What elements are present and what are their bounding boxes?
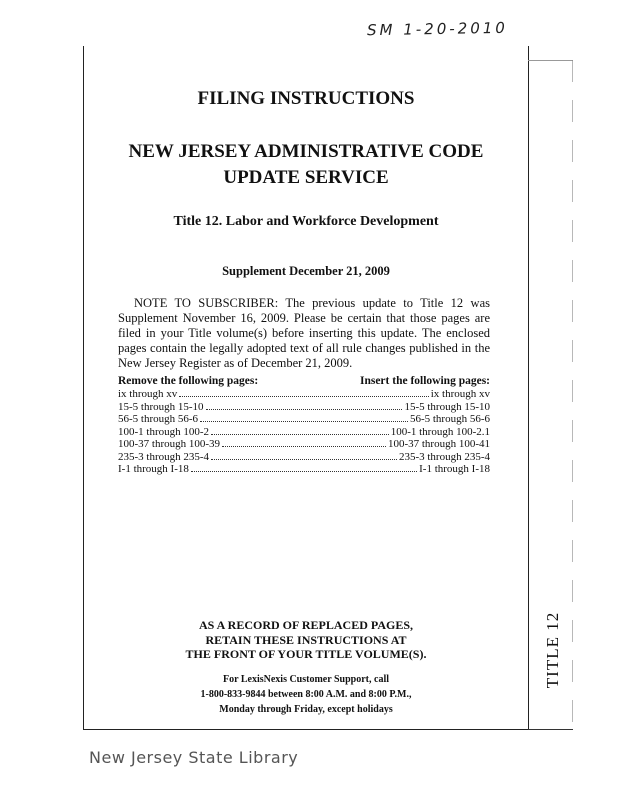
insert-range: 235-3 through 235-4 [398,450,490,463]
table-row [118,426,490,439]
tab-top-border [528,60,573,61]
remove-range: ix through xv [118,388,178,400]
insert-range: 100-37 through 100-41 [387,438,490,450]
title-subtitle: Title 12. Labor and Workforce Development [173,214,439,229]
customer-support-info [84,672,528,717]
dot-leader [206,409,403,410]
dot-leader [211,434,389,435]
frame-right-border [528,46,529,729]
support-line-2: 1-800-833-9844 between 8:00 A.M. and 8:00 P.M., [200,689,412,700]
insert-range: ix through xv [430,388,490,400]
remove-range: 15-5 through 15-10 [118,400,204,413]
insert-range: I-1 through I-18 [419,463,490,475]
remove-range: 235-3 through 235-4 [118,450,210,463]
insert-pages-header: Insert the following pages: [359,375,490,387]
pages-table [118,375,490,476]
dot-leader [179,396,428,397]
table-row [118,413,490,426]
table-row [118,388,490,401]
page-title: FILING INSTRUCTIONS [197,88,415,109]
code-title-line-2: UPDATE SERVICE [223,167,389,188]
retain-notice-line-1: AS A RECORD OF REPLACED PAGES, [198,618,414,632]
retain-notice-line-2: RETAIN THESE INSTRUCTIONS AT [205,632,407,647]
insert-range: 56-5 through 56-6 [409,413,490,425]
retain-notice-line-3: THE FRONT OF YOUR TITLE VOLUME(S). [185,647,427,661]
insert-range: 100-1 through 100-2.1 [390,425,490,438]
handwritten-date-note: SM 1-20-2010 [366,18,509,40]
insert-range: 15-5 through 15-10 [404,400,490,413]
pages-table-header [118,375,490,388]
remove-range: 100-37 through 100-39 [118,438,221,450]
table-row [118,463,490,476]
table-row [118,438,490,451]
table-row [118,451,490,464]
subscriber-note: NOTE TO SUBSCRIBER: The previous update to Title 12 was Supplement November 16, 2009. Please be certain that those pages are filed in your Title volume(s) before inserting this update. The enclosed pages contain the legally adopted text of all rule changes published in the New Jersey Register as of December 21, 2009. [118,296,490,370]
title-tab-label: TITLE 12 [543,611,562,689]
remove-range: 100-1 through 100-2 [118,425,210,438]
supplement-date: Supplement December 21, 2009 [222,264,390,278]
remove-range: 56-5 through 56-6 [118,413,199,425]
support-line-3: Monday through Friday, except holidays [219,704,393,715]
remove-pages-header: Remove the following pages: [118,375,259,387]
remove-range: I-1 through I-18 [118,463,189,475]
frame-bottom-border [83,729,529,730]
dot-leader [200,421,408,422]
tab-bottom-border [528,729,573,730]
retain-notice [84,618,528,662]
support-line-1: For LexisNexis Customer Support, call [222,674,389,685]
dot-leader [211,459,397,460]
code-title-line-1: NEW JERSEY ADMINISTRATIVE CODE [128,141,484,162]
dot-leader [222,446,386,447]
library-stamp: New Jersey State Library [89,748,299,767]
table-row [118,401,490,414]
code-title [84,139,528,191]
dot-leader [191,471,417,472]
tab-right-border [572,60,573,729]
